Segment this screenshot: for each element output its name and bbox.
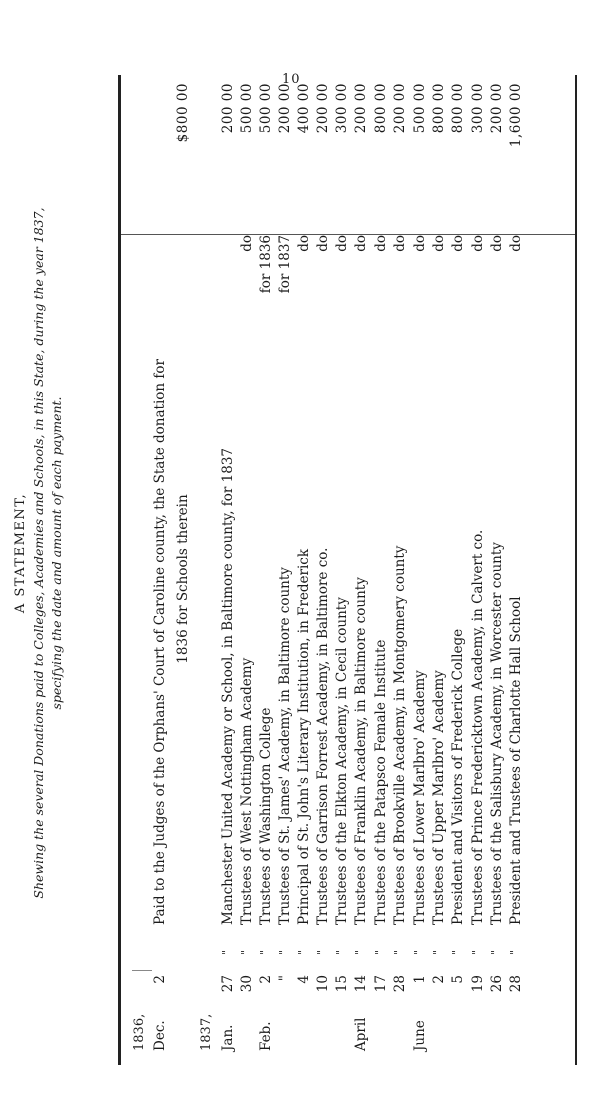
period-cell: do [489,235,505,252]
day-cell: 27 [220,975,236,993]
ditto-mark: " [315,949,328,955]
payee-description: Trustees of Upper Marlbro' Academy [431,670,447,925]
day-cell: 2 [431,975,447,984]
day-cell: 30 [239,975,255,993]
month-cell: Jan. [220,1024,236,1051]
payee-description: Paid to the Judges of the Orphans' Court of Caroline county, the State donation for [152,359,168,925]
ditto-mark: " [277,949,290,955]
period-cell: do [508,235,524,252]
period-cell: do [412,235,428,252]
day-cell: 19 [470,975,486,993]
day-cell: 26 [489,975,505,993]
payee-description: Manchester United Academy or School, in Baltimore county, for 1837 [220,447,236,925]
table-row [373,0,393,1103]
ditto-mark: " [296,949,309,955]
amount-cell: 200 00 [489,83,505,134]
table-row [296,0,316,1103]
table-row [152,0,172,1103]
table-row [470,0,490,1103]
payee-description: Trustees of the Salisbury Academy, in Worcester county [489,542,505,925]
month-cell: Feb. [258,1021,274,1051]
table-row [175,0,195,1103]
table-row [353,0,373,1103]
period-cell: for 1836 [258,235,274,294]
amount-cell: 500 00 [258,83,274,134]
ditto-mark: " [258,949,271,955]
period-cell: do [470,235,486,252]
ditto-mark: " [412,949,425,955]
payee-description: President and Trustees of Charlotte Hall School [508,596,524,925]
year-label: 1836, [132,1013,147,1051]
table-row [508,0,528,1103]
period-cell: do [353,235,369,252]
table-row [450,0,470,1103]
ditto-mark: " [239,949,252,955]
table-row [334,0,354,1103]
payee-description: 1836 for Schools therein [175,494,191,664]
day-cell: 10 [315,975,331,993]
day-cell: 1 [412,975,428,984]
month-cell: Dec. [152,1020,168,1051]
ditto-mark: " [334,949,347,955]
table-row [220,0,240,1103]
ditto-mark: " [353,949,366,955]
payee-description: Trustees of Brookville Academy, in Montgomery county [392,545,408,925]
amount-cell: 1,600 00 [508,83,524,148]
amount-cell: 500 00 [412,83,428,134]
amount-cell: 500 00 [239,83,255,134]
payee-description: Trustees of Prince Fredericktown Academy, in Calvert co. [470,529,486,925]
table-row [489,0,509,1103]
ditto-mark: " [392,949,405,955]
day-cell: 2 [152,975,168,984]
amount-cell: 200 00 [277,83,293,134]
day-cell: 14 [353,975,369,993]
amount-cell: 200 00 [392,83,408,134]
table-row [431,0,451,1103]
payee-description: Trustees of West Nottingham Academy [239,657,255,925]
amount-cell: $800 00 [175,83,191,143]
payee-description: Trustees of Washington College [258,707,274,925]
period-cell: do [239,235,255,252]
period-cell: do [373,235,389,252]
payee-description: Trustees of the Patapsco Female Institute [373,639,389,925]
table-row [239,0,259,1103]
table-row [199,0,219,1103]
period-cell: do [450,235,466,252]
day-cell: 28 [508,975,524,993]
ditto-mark: " [373,949,386,955]
table-row [132,0,152,1103]
amount-cell: 200 00 [353,83,369,134]
amount-cell: 200 00 [220,83,236,134]
ditto-mark: " [431,949,444,955]
period-cell: do [431,235,447,252]
ditto-mark: " [508,949,521,955]
day-cell: 2 [258,975,274,984]
ditto-mark: " [450,949,463,955]
table-row [277,0,297,1103]
amount-cell: 400 00 [296,83,312,134]
amount-cell: 800 00 [450,83,466,134]
payee-description: President and Visitors of Frederick College [450,628,466,925]
table-row [315,0,335,1103]
statement-subtitle-line-2: specifying the date and amount of each payment. [49,396,64,710]
amount-cell: 200 00 [315,83,331,134]
amount-cell: 800 00 [373,83,389,134]
day-cell: 4 [296,975,312,984]
statement-title: A STATEMENT, [13,492,28,614]
period-cell: for 1837 [277,235,293,294]
year-label: 1837, [199,1013,214,1051]
table-row [392,0,412,1103]
period-cell: do [392,235,408,252]
table-row [258,0,278,1103]
amount-cell: 800 00 [431,83,447,134]
payee-description: Trustees of the Elkton Academy, in Cecil county [334,597,350,925]
payee-description: Trustees of St. James' Academy, in Baltimore county [277,567,293,925]
day-cell: 5 [450,975,466,984]
amount-cell: 300 00 [470,83,486,134]
day-cell: 15 [334,975,350,993]
day-cell: " [277,975,293,982]
day-cell: 28 [392,975,408,993]
period-cell: do [315,235,331,252]
bottom-rule [575,75,577,1065]
period-cell: do [334,235,350,252]
ditto-mark: " [489,949,502,955]
top-rule [118,75,121,1065]
period-cell: do [296,235,312,252]
table-row [412,0,432,1103]
ditto-mark: " [470,949,483,955]
payee-description: Trustees of Garrison Forrest Academy, in Baltimore co. [315,547,331,925]
ditto-mark: " [220,949,233,955]
payee-description: Principal of St. John's Literary Institution, in Frederick [296,548,312,925]
day-cell: 17 [373,975,389,993]
month-cell: June [412,1020,428,1051]
payee-description: Trustees of Lower Marlbro' Academy [412,670,428,925]
page-number: 10 [282,72,301,87]
statement-subtitle-line-1: Shewing the several Donations paid to Colleges, Academies and Schools, in this State, during the year 1837, [31,207,46,899]
amount-cell: 300 00 [334,83,350,134]
month-cell: April [353,1017,369,1051]
payee-description: Trustees of Franklin Academy, in Baltimore county [353,577,369,925]
